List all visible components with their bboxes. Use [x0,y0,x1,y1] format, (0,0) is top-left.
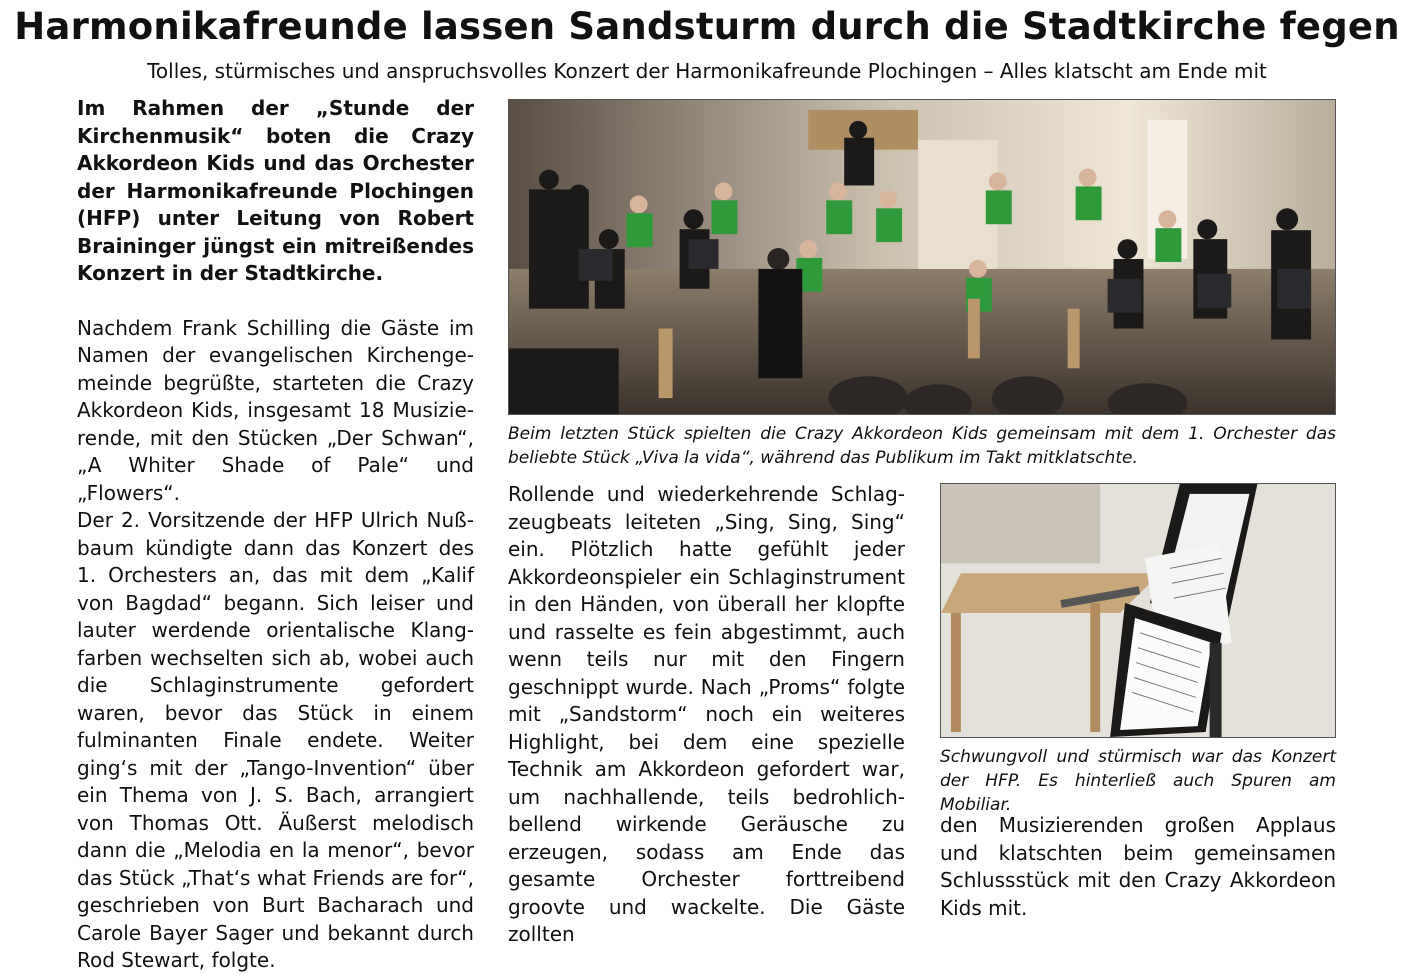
orchestra-photo-caption: Beim letzten Stück spielten die Crazy Akkordeon Kids gemeinsam mit dem 1. Orchester das beliebte Stück „Viva la vida“, während das Publikum im Takt mitklatschte. [508,424,1336,468]
article-lead: Im Rahmen der „Stunde der Kirchenmusik“ boten die Crazy Akkordeon Kids und das Orchester der Harmonikafreunde Plochingen (HFP) unter Leitung von Robert Braininger jüngst ein mitreißendes Konzert in der Stadtkirche. [77,96,474,285]
article-headline: Harmonikafreunde lassen Sandsturm durch die Stadtkirche fegen [14,5,1400,48]
article-paragraph-3: Rollende und wiederkehrende Schlagzeugbeats leiteten „Sing, Sing, Sing“ ein. Plötzlich hatte gefühlt jeder Akkordeonspieler ein Schlaginstrument in den Händen, von überall her klopfte und rasselte es fein abgestimmt, auch wenn teils nur mit den Fingern geschnippt wurde. Nach „Proms“ folgte mit „Sandstorm“ noch ein weiteres Highlight, bei dem eine spezielle Technik am Akkordeon gefordert war, um nachhallende, teils bedrohlich-bellend wirkende Geräusche zu erzeugen, sodass am Ende das gesamte Orchester forttreibend groovte und wackelte. Die Gäste zollten [508,482,905,946]
sheet-music-photo-caption: Schwungvoll und stürmisch war das Konzert der HFP. Es hinterließ auch Spuren am Mobiliar. [940,747,1336,815]
article-subheadline: Tolles, stürmisches und anspruchsvolles Konzert der Harmonikafreunde Plochingen – Alles klatscht am Ende mit [147,59,1267,83]
article-paragraph-4: den Musizierenden großen Applaus und klatschten beim gemeinsamen Schlussstück mit den Crazy Akkordeon Kids mit. [940,813,1336,920]
article-paragraph-2: Der 2. Vorsitzende der HFP Ulrich Nußbaum kündigte dann das Konzert des 1. Orchesters an, das mit dem „Kalif von Bagdad“ begann. Sich leiser und lauter werdende orientalische Klangfarben wechselten sich ab, wobei auch die Schlaginstrumente gefordert waren, bevor das Stück in einem fulminanten Finale endete. Weiter ging‘s mit der „Tango-Invention“ über ein Thema von J. S. Bach, arrangiert von Thomas Ott. Äußerst melodisch dann die „Melodia en la menor“, bevor das Stück „That‘s what Friends are for“, geschrieben von Burt Bacharach und Carole Bayer Sager und bekannt durch Rod Stewart, folgte. [77,508,474,972]
column-right [940,812,1336,922]
column-middle [508,481,905,949]
column-left [77,95,474,975]
orchestra-photo-image [509,100,1335,414]
article-paragraph-1: Nachdem Frank Schilling die Gäste im Namen der evangelischen Kirchengemeinde begrüßte, starteten die Crazy Akkordeon Kids, insgesamt 18 Musizierende, mit den Stücken „Der Schwan“, „A Whiter Shade of Pale“ und „Flowers“. [77,315,474,505]
orchestra-photo [508,99,1336,415]
sheet-music-photo-image [941,484,1335,737]
sheet-music-photo [940,483,1336,738]
